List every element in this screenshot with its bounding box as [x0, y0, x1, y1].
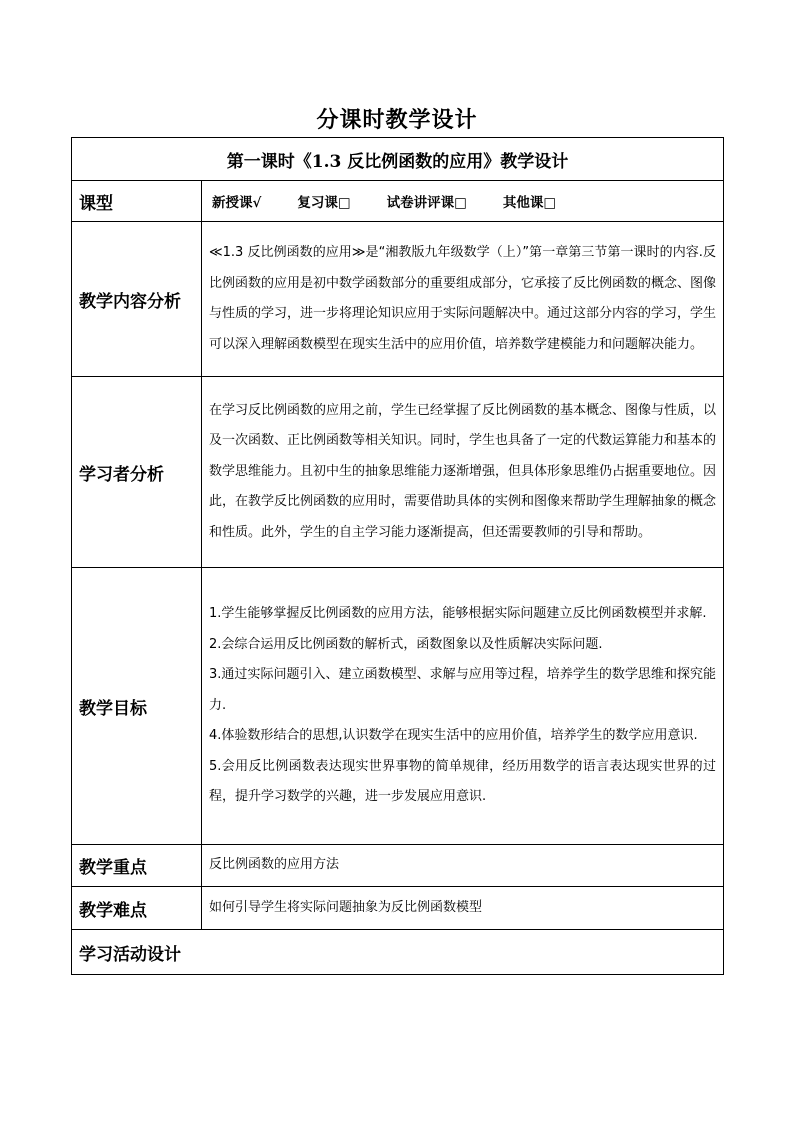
- lesson-type-row: [72, 181, 724, 222]
- lesson-type-label: 课型: [72, 181, 202, 222]
- activity-design-row: [72, 930, 724, 975]
- teaching-goals-list: [202, 568, 724, 845]
- learner-analysis-row: [72, 377, 724, 568]
- difficulty-label: 教学难点: [72, 887, 202, 930]
- teaching-goals-row: [72, 568, 724, 845]
- teaching-goal-item: 4.体验数形结合的思想,认识数学在现实生活中的应用价值，培养学生的数学应用意识.: [209, 728, 698, 744]
- teaching-goal-item: 5.会用反比例函数表达现实世界事物的简单规律，经历用数学的语言表达现实世界的过程，提升学习数学的兴趣，进一步发展应用意识.: [209, 758, 716, 805]
- lesson-type-other: 其他课□: [502, 195, 557, 211]
- key-point-row: [72, 845, 724, 887]
- table-heading: 第一课时《1.3 反比例函数的应用》教学设计: [72, 138, 724, 181]
- lesson-type-cell: [202, 181, 724, 222]
- teaching-goal-item: 1.学生能够掌握反比例函数的应用方法，能够根据实际问题建立反比例函数模型并求解.: [209, 606, 707, 622]
- content-analysis-label: 教学内容分析: [72, 222, 202, 377]
- teaching-goals-label: 教学目标: [72, 568, 202, 845]
- lesson-type-review: 复习课□: [297, 195, 351, 211]
- lesson-type-exam-review: 试卷讲评课□: [386, 195, 467, 211]
- key-point-label: 教学重点: [72, 845, 202, 887]
- difficulty-text: 如何引导学生将实际问题抽象为反比例函数模型: [202, 887, 724, 930]
- lesson-plan-table: [71, 137, 724, 975]
- document-title: 分课时教学设计: [316, 107, 478, 133]
- lesson-type-new: 新授课√: [212, 195, 262, 211]
- activity-design-label: 学习活动设计: [72, 930, 724, 975]
- key-point-text: 反比例函数的应用方法: [202, 845, 724, 887]
- teaching-goal-item: 2.会综合运用反比例函数的解析式，函数图象以及性质解决实际问题.: [209, 636, 603, 652]
- teaching-goal-item: 3.通过实际问题引入、建立函数模型、求解与应用等过程，培养学生的数学思维和探究能力.: [209, 667, 716, 713]
- content-analysis-row: [72, 222, 724, 377]
- lesson-type-options: [209, 191, 716, 211]
- table-heading-row: [72, 138, 724, 181]
- difficulty-row: [72, 887, 724, 930]
- learner-analysis-label: 学习者分析: [72, 377, 202, 568]
- learner-analysis-text: 在学习反比例函数的应用之前，学生已经掌握了反比例函数的基本概念、图像与性质，以及一次函数、正比例函数等相关知识。同时，学生也具备了一定的代数运算能力和基本的数学思维能力。且初中生的抽象思维能力逐渐增强，但具体形象思维仍占据重要地位。因此，在教学反比例函数的应用时，需要借助具体的实例和图像来帮助学生理解抽象的概念和性质。此外，学生的自主学习能力逐渐提高，但还需要教师的引导和帮助。: [202, 377, 724, 568]
- content-analysis-text: ≪1.3 反比例函数的应用≫是“湘教版九年级数学（上）”第一章第三节第一课时的内容.反比例函数的应用是初中数学函数部分的重要组成部分，它承接了反比例函数的概念、图像与性质的学习，进一步将理论知识应用于实际问题解决中。通过这部分内容的学习，学生可以深入理解函数模型在现实生活中的应用价值，培养数学建模能力和问题解决能力。: [202, 222, 724, 377]
